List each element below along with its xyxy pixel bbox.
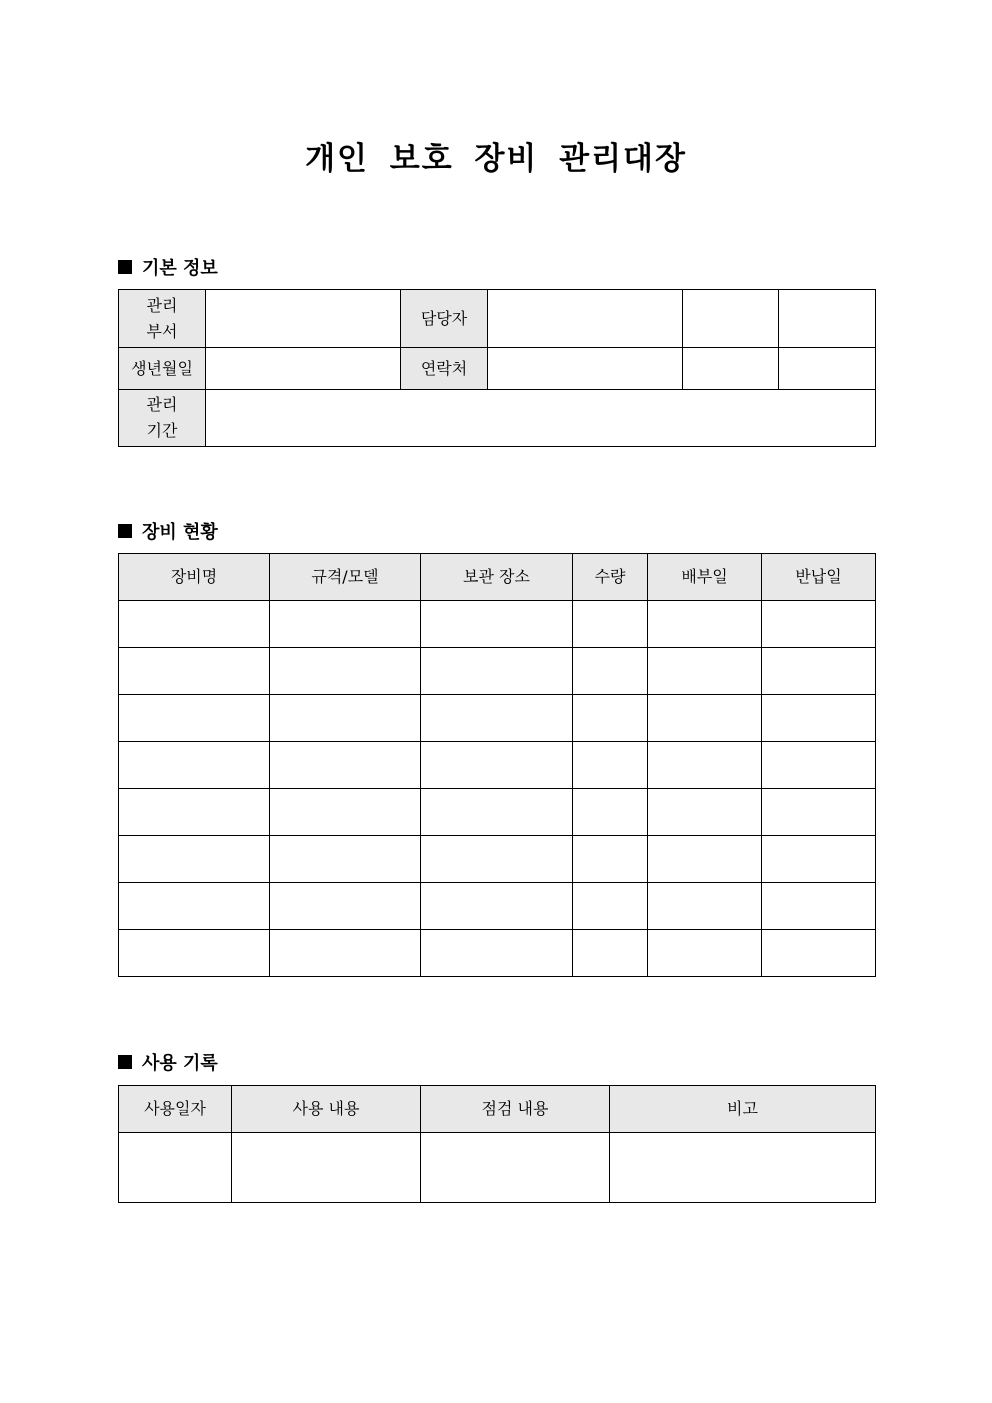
square-bullet-icon [118, 260, 132, 274]
table-cell[interactable] [610, 1133, 876, 1203]
table-cell[interactable] [421, 695, 573, 742]
table-cell[interactable] [573, 883, 648, 930]
table-row [119, 648, 876, 695]
table-cell[interactable] [762, 742, 876, 789]
table-cell[interactable] [421, 648, 573, 695]
table-cell[interactable] [119, 648, 270, 695]
manager-field[interactable] [488, 290, 683, 348]
section-heading-usage [118, 1049, 218, 1075]
table-cell[interactable] [762, 648, 876, 695]
column-header: 배부일 [648, 554, 762, 601]
table-cell[interactable] [119, 1133, 232, 1203]
table-cell[interactable] [573, 930, 648, 977]
table-row [119, 1133, 876, 1203]
period-field[interactable] [206, 390, 876, 447]
column-header: 수량 [573, 554, 648, 601]
section-title: 사용 기록 [142, 1053, 218, 1074]
column-header: 반납일 [762, 554, 876, 601]
table-cell[interactable] [421, 789, 573, 836]
table-row [119, 601, 876, 648]
equipment-table [118, 553, 876, 977]
page-title: 개인 보호 장비 관리대장 [305, 141, 687, 177]
table-cell[interactable] [762, 883, 876, 930]
table-cell[interactable] [119, 930, 270, 977]
section-title: 기본 정보 [142, 258, 218, 279]
column-header: 보관 장소 [421, 554, 573, 601]
table-cell[interactable] [573, 836, 648, 883]
table-cell[interactable] [421, 742, 573, 789]
table-header-row [119, 1086, 876, 1133]
table-cell[interactable] [573, 648, 648, 695]
square-bullet-icon [118, 524, 132, 538]
table-row [119, 789, 876, 836]
table-row [119, 836, 876, 883]
table-cell[interactable] [421, 930, 573, 977]
table-row [119, 290, 876, 348]
table-row [119, 695, 876, 742]
section-heading-basic [118, 254, 218, 280]
birth-label: 생년월일 [119, 348, 206, 390]
birth-field[interactable] [206, 348, 401, 390]
column-header: 규격/모델 [270, 554, 421, 601]
table-cell[interactable] [270, 883, 421, 930]
blank-field[interactable] [683, 290, 779, 348]
usage-table [118, 1085, 876, 1203]
table-cell[interactable] [573, 601, 648, 648]
table-cell[interactable] [648, 930, 762, 977]
table-cell[interactable] [573, 695, 648, 742]
table-header-row [119, 554, 876, 601]
dept-label: 관리 부서 [119, 290, 206, 348]
blank-field[interactable] [779, 290, 876, 348]
table-cell[interactable] [270, 789, 421, 836]
table-cell[interactable] [270, 601, 421, 648]
table-cell[interactable] [762, 601, 876, 648]
blank-field[interactable] [779, 348, 876, 390]
blank-field[interactable] [683, 348, 779, 390]
table-cell[interactable] [762, 695, 876, 742]
column-header: 사용일자 [119, 1086, 232, 1133]
table-cell[interactable] [648, 695, 762, 742]
table-cell[interactable] [119, 836, 270, 883]
table-cell[interactable] [573, 789, 648, 836]
table-cell[interactable] [421, 601, 573, 648]
table-cell[interactable] [421, 836, 573, 883]
table-cell[interactable] [762, 789, 876, 836]
dept-field[interactable] [206, 290, 401, 348]
table-cell[interactable] [648, 836, 762, 883]
table-cell[interactable] [119, 789, 270, 836]
table-cell[interactable] [270, 836, 421, 883]
table-cell[interactable] [648, 789, 762, 836]
table-row [119, 742, 876, 789]
table-cell[interactable] [119, 883, 270, 930]
table-cell[interactable] [270, 648, 421, 695]
table-cell[interactable] [762, 930, 876, 977]
column-header: 사용 내용 [232, 1086, 421, 1133]
table-row [119, 930, 876, 977]
column-header: 점검 내용 [421, 1086, 610, 1133]
table-cell[interactable] [421, 1133, 610, 1203]
section-title: 장비 현황 [142, 522, 218, 543]
table-row [119, 348, 876, 390]
square-bullet-icon [118, 1055, 132, 1069]
table-cell[interactable] [648, 883, 762, 930]
table-cell[interactable] [648, 648, 762, 695]
table-cell[interactable] [119, 601, 270, 648]
table-cell[interactable] [270, 742, 421, 789]
contact-field[interactable] [488, 348, 683, 390]
column-header: 비고 [610, 1086, 876, 1133]
table-cell[interactable] [648, 601, 762, 648]
table-cell[interactable] [119, 742, 270, 789]
table-cell[interactable] [119, 695, 270, 742]
table-cell[interactable] [648, 742, 762, 789]
table-cell[interactable] [232, 1133, 421, 1203]
table-cell[interactable] [762, 836, 876, 883]
table-cell[interactable] [421, 883, 573, 930]
period-label: 관리 기간 [119, 390, 206, 447]
table-row [119, 883, 876, 930]
section-heading-equipment [118, 518, 218, 544]
basic-info-table [118, 289, 876, 447]
contact-label: 연락처 [401, 348, 488, 390]
manager-label: 담당자 [401, 290, 488, 348]
table-cell[interactable] [573, 742, 648, 789]
table-row [119, 390, 876, 447]
column-header: 장비명 [119, 554, 270, 601]
table-cell[interactable] [270, 695, 421, 742]
table-cell[interactable] [270, 930, 421, 977]
